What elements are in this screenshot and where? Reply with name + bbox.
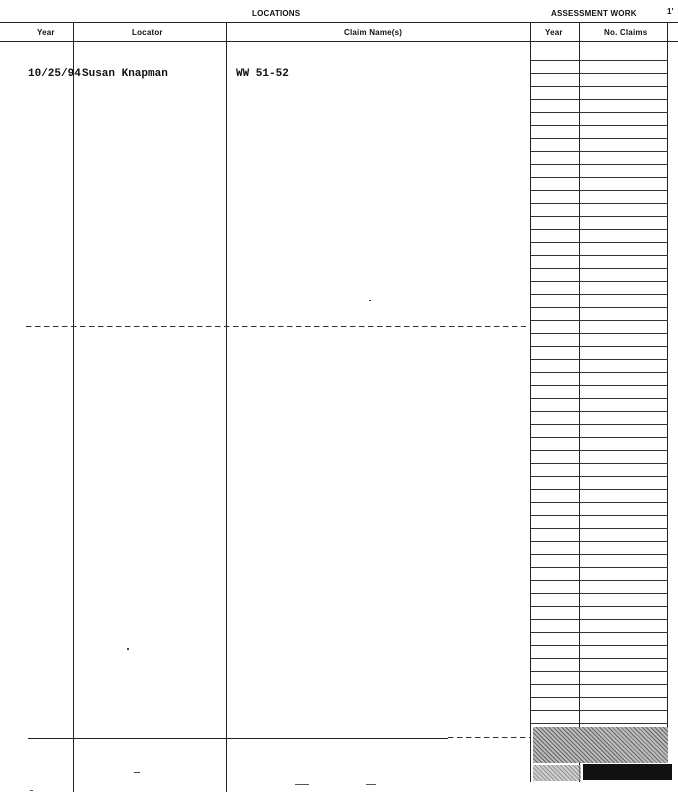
lower-separator-dashes [448, 737, 530, 738]
scan-speck [30, 790, 33, 791]
scan-speck [127, 648, 129, 650]
entry-year: 10/25/94 [28, 68, 81, 80]
right-border [667, 22, 668, 762]
header-top-rule [0, 22, 678, 23]
scan-noise-strip [533, 765, 581, 781]
column-divider-assessment-year [579, 22, 580, 782]
corner-mark: 1' [667, 7, 674, 16]
entry-claim-names: WW 51-52 [236, 68, 289, 80]
column-header-assessment-year: Year [545, 28, 563, 37]
assessment-work-title: ASSESSMENT WORK [551, 9, 637, 18]
scan-speck [295, 784, 309, 785]
column-header-year: Year [37, 28, 55, 37]
column-header-no-claims: No. Claims [604, 28, 648, 37]
column-header-claim-names: Claim Name(s) [344, 28, 403, 37]
scan-dark-block [583, 764, 672, 780]
column-divider-year [73, 22, 74, 792]
scan-speck [366, 784, 376, 785]
lower-separator-line [28, 738, 448, 739]
header-bottom-rule [0, 41, 678, 42]
entry-locator: Susan Knapman [82, 68, 168, 80]
column-header-locator: Locator [132, 28, 163, 37]
dashed-separator-middle [26, 326, 526, 327]
column-divider-locator [226, 22, 227, 792]
locations-title: LOCATIONS [252, 9, 301, 18]
scan-speck [369, 300, 371, 301]
scan-noise-block [533, 727, 668, 763]
column-divider-claims [530, 22, 531, 782]
scan-speck [134, 772, 140, 773]
